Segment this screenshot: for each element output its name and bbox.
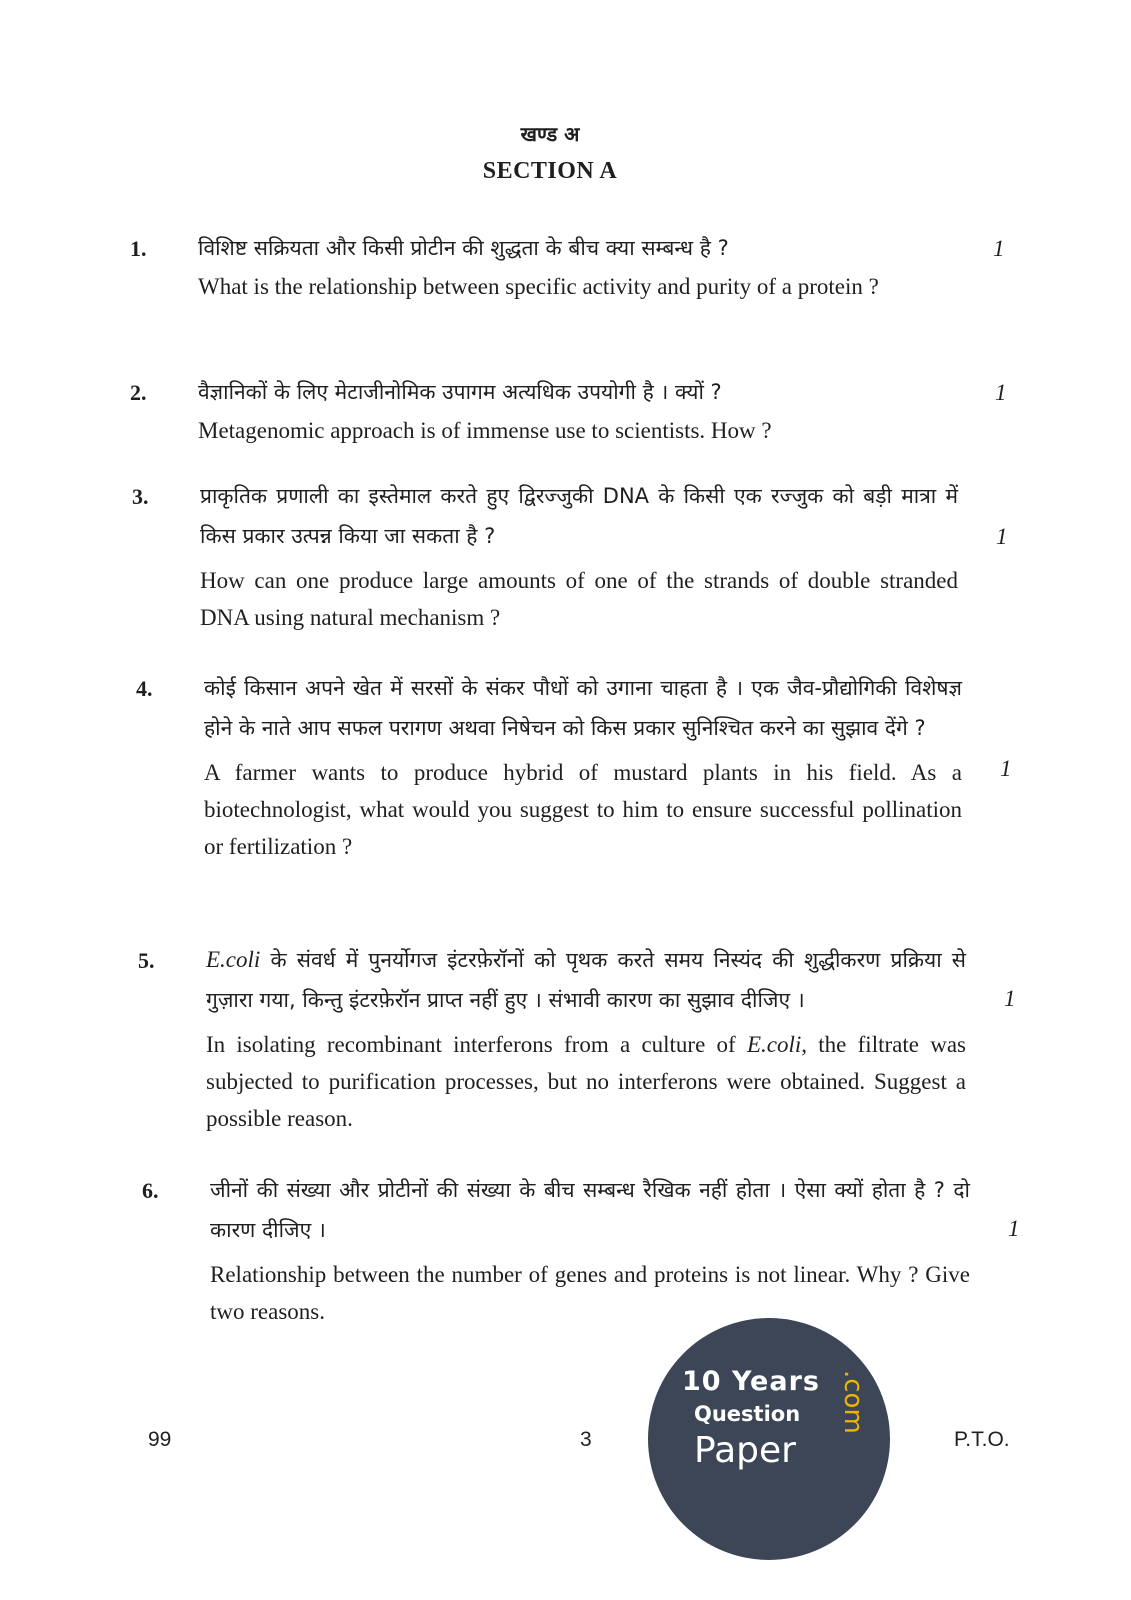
marks-q6: 1 <box>1008 1216 1020 1241</box>
question-number: 6. <box>142 1178 159 1203</box>
watermark-line1: 10 Years <box>682 1366 820 1397</box>
question-text-english: What is the relationship between specific activity and purity of a protein ? <box>198 274 879 299</box>
question-body <box>198 372 960 449</box>
please-turn-over: P.T.O. <box>954 1428 1010 1451</box>
question-text-english-part2: , the filtrate was subjected to purification processes, but no interferons were obtained. Suggest a possible reason. <box>206 1032 966 1131</box>
question-text-english-part1: In isolating recombinant interferons from a culture of <box>206 1032 747 1057</box>
question-number: 3. <box>132 484 149 509</box>
question-body <box>204 668 962 865</box>
question-text-english <box>206 1026 966 1137</box>
section-title-english: SECTION A <box>482 158 618 184</box>
question-body <box>206 940 966 1137</box>
question-text-hindi: जीनों की संख्या और प्रोटीनों की संख्या के बीच सम्बन्ध रैखिक नहीं होता । ऐसा क्यों होता है ? दो कारण दीजिए । <box>210 1178 970 1242</box>
question-text-english: A farmer wants to produce hybrid of mustard plants in his field. As a biotechnologist, what would you suggest to him to ensure successful pollination or fertilization ? <box>204 760 962 859</box>
marks-q1: 1 <box>993 236 1005 261</box>
watermark-logo <box>648 1318 890 1560</box>
question-text-english: Metagenomic approach is of immense use to scientists. How ? <box>198 418 772 443</box>
paper-code: 99 <box>148 1428 172 1451</box>
organism-name-italic: E.coli <box>746 1032 802 1057</box>
question-number: 1. <box>130 236 147 261</box>
marks-q4: 1 <box>1000 756 1012 781</box>
question-text-hindi-rest: के संवर्ध में पुनर्योगज इंटरफ़ेरॉनों को पृथक करते समय निस्यंद की शुद्धीकरण प्रक्रिया से गुज़ारा गया, किन्तु इंटरफ़ेरॉन प्राप्त नहीं हुए । संभावी कारण का सुझाव दीजिए । <box>206 948 966 1012</box>
organism-name-italic: E.coli <box>206 947 261 972</box>
question-text-english: How can one produce large amounts of one of the strands of double stranded DNA using natural mechanism ? <box>200 568 958 630</box>
question-number: 2. <box>130 380 147 405</box>
question-number: 4. <box>136 676 153 701</box>
watermark-line2: Question <box>694 1402 801 1426</box>
question-text-hindi: कोई किसान अपने खेत में सरसों के संकर पौधों को उगाना चाहता है । एक जैव-प्रौद्योगिकी विशेषज्ञ होने के नाते आप सफल परागण अथवा निषेचन को किस प्रकार सुनिश्चित करने का सुझाव देंगे ? <box>204 676 962 740</box>
marks-q3: 1 <box>996 524 1008 549</box>
question-text-hindi: प्राकृतिक प्रणाली का इस्तेमाल करते हुए द्विरज्जुकी DNA के किसी एक रज्जुक को बड़ी मात्रा में किस प्रकार उत्पन्न किया जा सकता है ? <box>200 484 958 548</box>
page-number: 3 <box>580 1428 592 1451</box>
marks-q2: 1 <box>995 380 1007 405</box>
question-body <box>200 476 958 636</box>
question-text-hindi: विशिष्ट सक्रियता और किसी प्रोटीन की शुद्धता के बीच क्या सम्बन्ध है ? <box>198 236 729 260</box>
section-title-hindi: खण्ड अ <box>520 122 580 146</box>
watermark-dotcom: .com <box>838 1370 868 1434</box>
question-body <box>210 1170 970 1330</box>
question-number: 5. <box>138 948 155 973</box>
question-text-hindi: वैज्ञानिकों के लिए मेटाजीनोमिक उपागम अत्यधिक उपयोगी है । क्यों ? <box>198 380 722 404</box>
question-body <box>198 228 960 305</box>
question-text-hindi <box>206 940 966 1020</box>
question-text-english: Relationship between the number of genes and proteins is not linear. Why ? Give two reasons. <box>210 1262 970 1324</box>
marks-q5: 1 <box>1004 986 1016 1011</box>
watermark-line3: Paper <box>694 1430 796 1471</box>
